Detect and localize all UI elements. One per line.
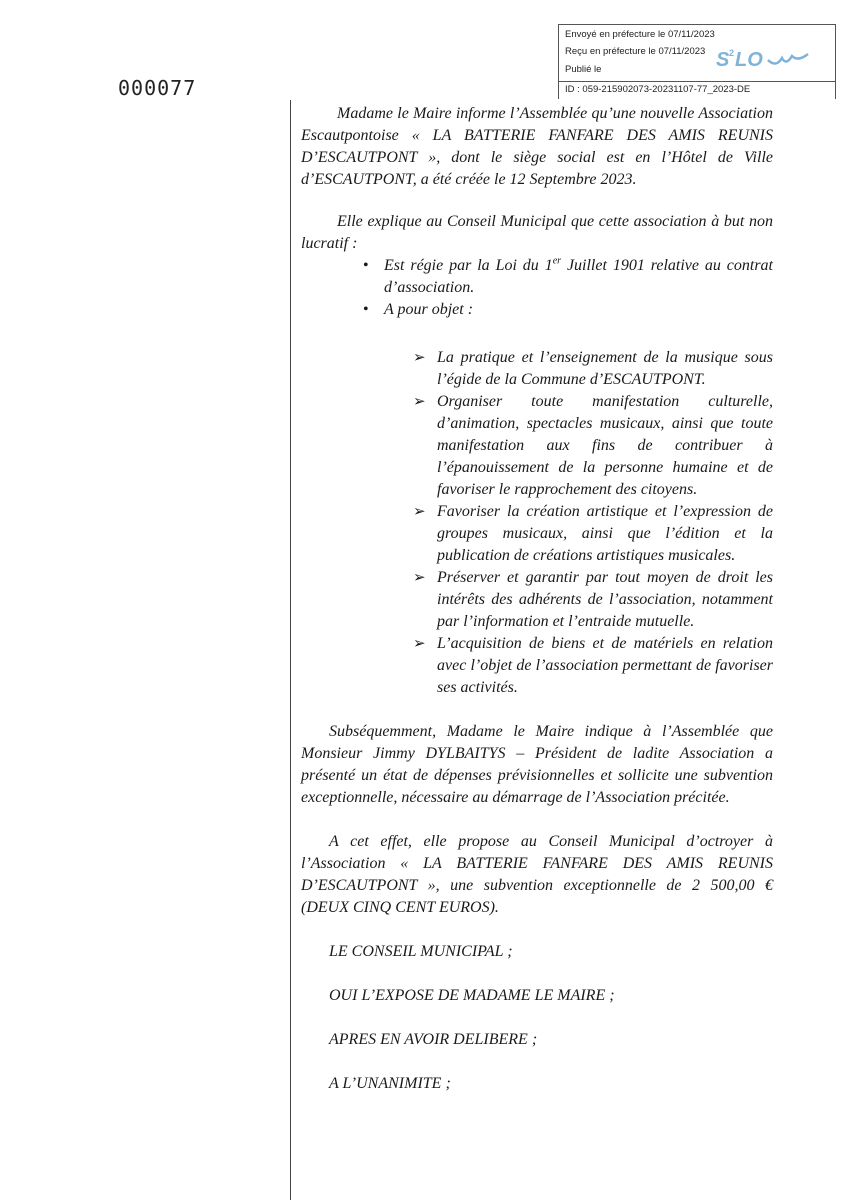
arrow-bullet-icon: ➢ xyxy=(413,350,426,366)
s2lo-logo xyxy=(716,46,826,72)
svg-text:2: 2 xyxy=(729,48,735,58)
arrow-bullet-icon: ➢ xyxy=(413,636,426,652)
arrow-bullet-icon: ➢ xyxy=(413,570,426,586)
stamp-envoye: Envoyé en préfecture le 07/11/2023 xyxy=(565,29,715,40)
bullet-list xyxy=(301,255,773,321)
cet-effet-paragraph: A cet effet, elle propose au Conseil Municipal d’octroyer à l’Association « LA BATTERIE FANFARE DES AMIS REUNIS D’ESCAUTPONT », une subvention exceptionnelle de 2 500,00 € (DEUX CINQ CENT EUROS). xyxy=(301,833,773,916)
objet-item: ➢ Préserver et garantir par tout moyen de droit les intérêts des adhérents de l’association, notamment par l’information et l’entraide mutuelle. xyxy=(413,569,773,630)
stamp-recu: Reçu en préfecture le 07/11/2023 xyxy=(565,46,706,57)
stamp-id: ID : 059-215902073-20231107-77_2023-DE xyxy=(559,81,835,97)
objet-item: ➢ L’acquisition de biens et de matériels en relation avec l’objet de l’association permettant de favoriser ses activités. xyxy=(413,635,773,696)
objets-list xyxy=(301,347,773,699)
conseil-line: APRES EN AVOIR DELIBERE ; xyxy=(329,1031,538,1048)
subsequemment-paragraph: Subséquemment, Madame le Maire indique à l’Assemblée que Monsieur Jimmy DYLBAITYS – Président de ladite Association a présenté un état de dépenses prévisionnelles et sollicite une subvention exceptionnelle, nécessaire au démarrage de l’Association précitée. xyxy=(301,723,773,806)
margin-rule xyxy=(290,100,291,1200)
conseil-block xyxy=(301,941,773,1095)
stamp-publie: Publié le xyxy=(565,64,602,75)
bullet-item-loi: • Est régie par la Loi du 1er Juillet 1901 relative au contrat d’association. xyxy=(363,255,773,296)
explique-paragraph: Elle explique au Conseil Municipal que cette association à but non lucratif : xyxy=(301,213,773,252)
deliberation-body xyxy=(301,103,773,1095)
bullet-item-objet: • A pour objet : xyxy=(301,299,773,321)
bullet-icon: • xyxy=(363,257,369,274)
objet-item: ➢ Favoriser la création artistique et l’expression de groupes musicaux, ainsi que l’édition et la publication de créations artistiques musicales. xyxy=(413,503,773,564)
objet-item: ➢ La pratique et l’enseignement de la musique sous l’égide de la Commune d’ESCAUTPONT. xyxy=(413,349,773,388)
document-number: 000077 xyxy=(118,76,197,100)
svg-text:S: S xyxy=(716,49,730,71)
conseil-line: A L’UNANIMITE ; xyxy=(329,1075,451,1092)
intro-paragraph: Madame le Maire informe l’Assemblée qu’une nouvelle Association Escautpontoise « LA BATTERIE FANFARE DES AMIS REUNIS D’ESCAUTPONT », dont le siège social est en l’Hôtel de Ville d’ESCAUTPONT, a été créée le 12 Septembre 2023. xyxy=(301,105,773,188)
arrow-bullet-icon: ➢ xyxy=(413,504,426,520)
conseil-line: LE CONSEIL MUNICIPAL ; xyxy=(329,943,513,960)
conseil-line: OUI L’EXPOSE DE MADAME LE MAIRE ; xyxy=(329,987,615,1004)
objet-item: ➢ Organiser toute manifestation culturelle, d’animation, spectacles musicaux, ainsi que toute manifestation aux fins de contribuer à l’épanouissement de la personne humaine et de favoriser le rapprochement des citoyens. xyxy=(413,393,773,498)
svg-text:LO: LO xyxy=(735,49,763,71)
bullet-icon: • xyxy=(363,301,369,318)
arrow-bullet-icon: ➢ xyxy=(413,394,426,410)
